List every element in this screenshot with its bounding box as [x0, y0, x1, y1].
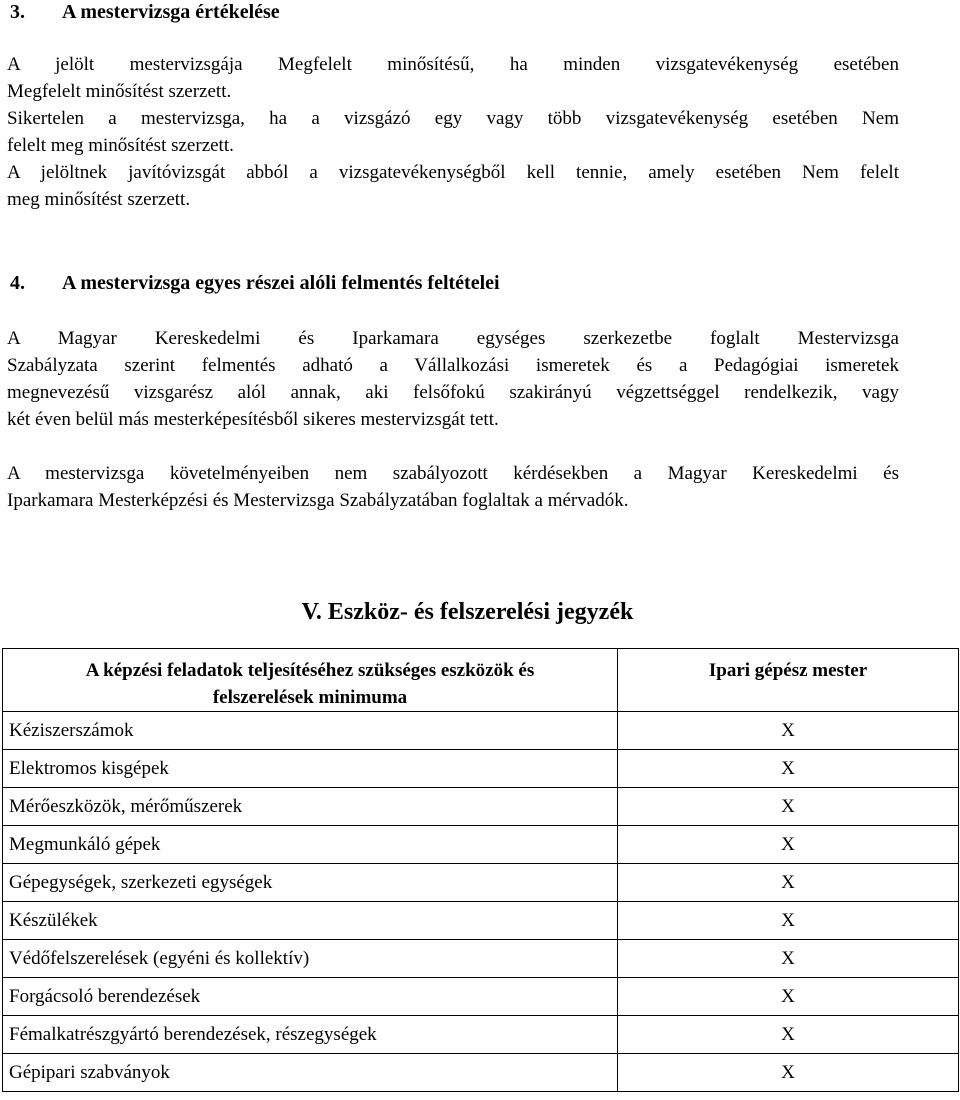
paragraph-line: Sikertelen a mestervizsga, ha a vizsgázó egy vagy több vizsgatevékenység esetében Nem	[7, 108, 899, 129]
table-cell-item: Fémalkatrészgyártó berendezések, részegységek	[3, 1016, 618, 1054]
table-header-requirements: A képzési feladatok teljesítéséhez szükséges eszközök és felszerelések minimuma	[3, 649, 618, 712]
table-cell-item: Kéziszerszámok	[3, 712, 618, 750]
table-row	[3, 864, 959, 902]
table-cell-mark: X	[618, 712, 959, 750]
table-cell-mark: X	[618, 902, 959, 940]
table-row	[3, 940, 959, 978]
table-header-profession: Ipari gépész mester	[618, 649, 959, 712]
table-row	[3, 712, 959, 750]
paragraph-line: meg minősítést szerzett.	[7, 189, 191, 210]
table-row	[3, 788, 959, 826]
section-4-paragraph-2	[7, 460, 899, 514]
section-3-number: 3.	[10, 1, 25, 23]
table-row	[3, 826, 959, 864]
section-4-heading	[10, 271, 500, 295]
table-cell-mark: X	[618, 1054, 959, 1092]
table-row	[3, 902, 959, 940]
section-4-paragraph-1	[7, 325, 899, 433]
table-cell-mark: X	[618, 788, 959, 826]
table-row	[3, 978, 959, 1016]
table-cell-item: Forgácsoló berendezések	[3, 978, 618, 1016]
table-cell-item: Védőfelszerelések (egyéni és kollektív)	[3, 940, 618, 978]
table-cell-mark: X	[618, 978, 959, 1016]
table-header-row	[3, 649, 959, 712]
section-3-heading	[10, 0, 280, 24]
section-3-body	[7, 51, 899, 213]
table-row	[3, 1016, 959, 1054]
table-row	[3, 750, 959, 788]
paragraph-line: Iparkamara Mesterképzési és Mestervizsga Szabályzatában foglaltak a mérvadók.	[7, 490, 629, 511]
paragraph-line: A jelöltnek javítóvizsgát abból a vizsgatevékenységből kell tennie, amely esetében Nem felelt	[7, 162, 899, 183]
section-3-title: A mestervizsga értékelése	[62, 1, 280, 23]
table-cell-item: Mérőeszközök, mérőműszerek	[3, 788, 618, 826]
paragraph-line: A mestervizsga követelményeiben nem szabályozott kérdésekben a Magyar Kereskedelmi és	[7, 463, 899, 484]
paragraph-line: A Magyar Kereskedelmi és Iparkamara egységes szerkezetbe foglalt Mestervizsga	[7, 328, 899, 349]
table-cell-mark: X	[618, 1016, 959, 1054]
table-cell-item: Gépegységek, szerkezeti egységek	[3, 864, 618, 902]
table-cell-mark: X	[618, 864, 959, 902]
section-4-number: 4.	[10, 272, 25, 294]
equipment-table	[2, 648, 959, 1092]
paragraph-line: két éven belül más mesterképesítésből sikeres mestervizsgát tett.	[7, 409, 499, 430]
chapter-v-title: V. Eszköz- és felszerelési jegyzék	[301, 599, 634, 625]
paragraph-line: Szabályzata szerint felmentés adható a Vállalkozási ismeretek és a Pedagógiai ismeretek	[7, 355, 899, 376]
table-cell-mark: X	[618, 826, 959, 864]
table-cell-mark: X	[618, 940, 959, 978]
section-4-title: A mestervizsga egyes részei alóli felmentés feltételei	[62, 272, 500, 294]
table-cell-item: Készülékek	[3, 902, 618, 940]
table-row	[3, 1054, 959, 1092]
table-cell-item: Megmunkáló gépek	[3, 826, 618, 864]
table-cell-item: Gépipari szabványok	[3, 1054, 618, 1092]
paragraph-line: felelt meg minősítést szerzett.	[7, 135, 234, 156]
paragraph-line: A jelölt mestervizsgája Megfelelt minősítésű, ha minden vizsgatevékenység esetében	[7, 54, 899, 75]
table-cell-mark: X	[618, 750, 959, 788]
paragraph-line: Megfelelt minősítést szerzett.	[7, 81, 232, 102]
table-cell-item: Elektromos kisgépek	[3, 750, 618, 788]
paragraph-line: megnevezésű vizsgarész alól annak, aki felsőfokú szakirányú végzettséggel rendelkezik, vagy	[7, 382, 899, 403]
